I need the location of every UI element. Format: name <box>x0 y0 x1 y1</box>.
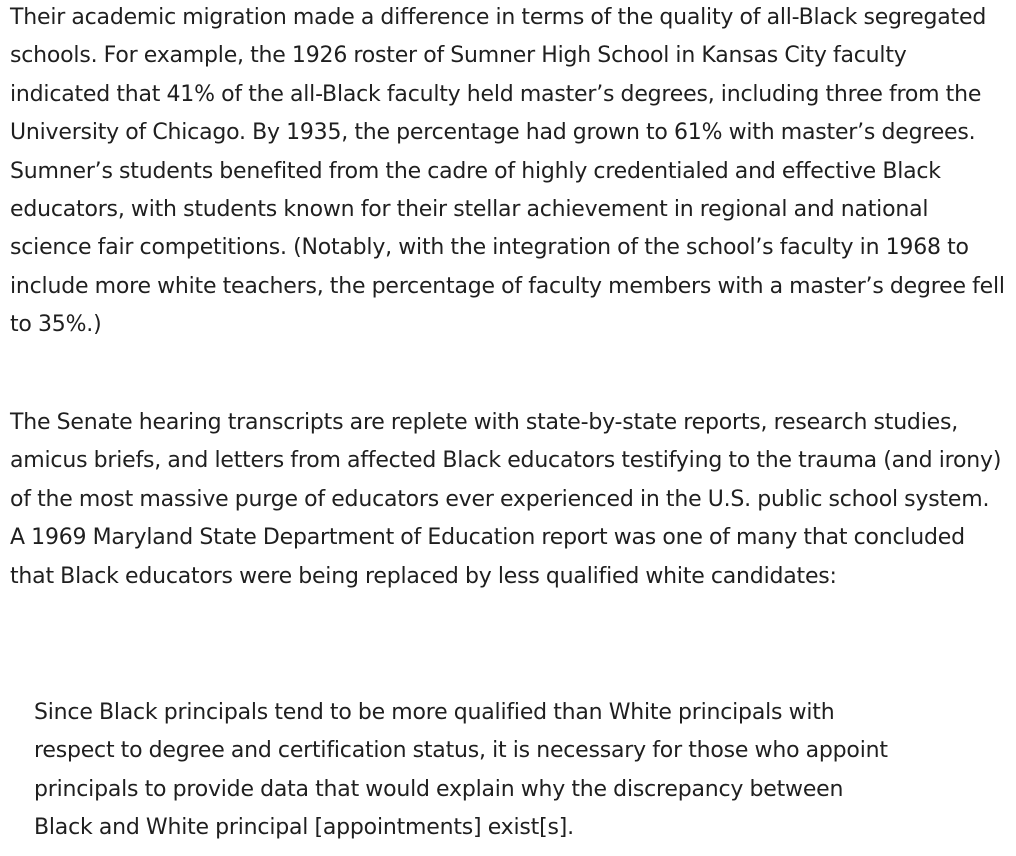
paragraph-sumner-faculty: Their academic migration made a difference in terms of the quality of all-Black segregated schools. For example, the 1926 roster of Sumner High School in Kansas City faculty indicated that 41% of the all-Black faculty held master’s degrees, including three from the University of Chicago. By 1935, the percentage had grown to 61% with master’s degrees. Sumner’s students benefited from the cadre of highly credentialed and effective Black educators, with students known for their stellar achievement in regional and national science fair competitions. (Notably, with the integration of the school’s faculty in 1968 to include more white teachers, the percentage of faculty members with a master’s degree fell to 35%.) <box>10 5 1005 338</box>
blockquote-maryland-report: Since Black principals tend to be more qualified than White principals with respect to degree and certification status, it is necessary for those who appoint principals to provide data that would explain why the discrepancy between Black and White principal [appointments] exist[s]. <box>34 700 888 841</box>
paragraph-senate-hearings: The Senate hearing transcripts are replete with state-by-state reports, research studies, amicus briefs, and letters from affected Black educators testifying to the trauma (and irony) of the most massive purge of educators ever experienced in the U.S. public school system. A 1969 Maryland State Department of Education report was one of many that concluded that Black educators were being replaced by less qualified white candidates: <box>10 410 1002 589</box>
